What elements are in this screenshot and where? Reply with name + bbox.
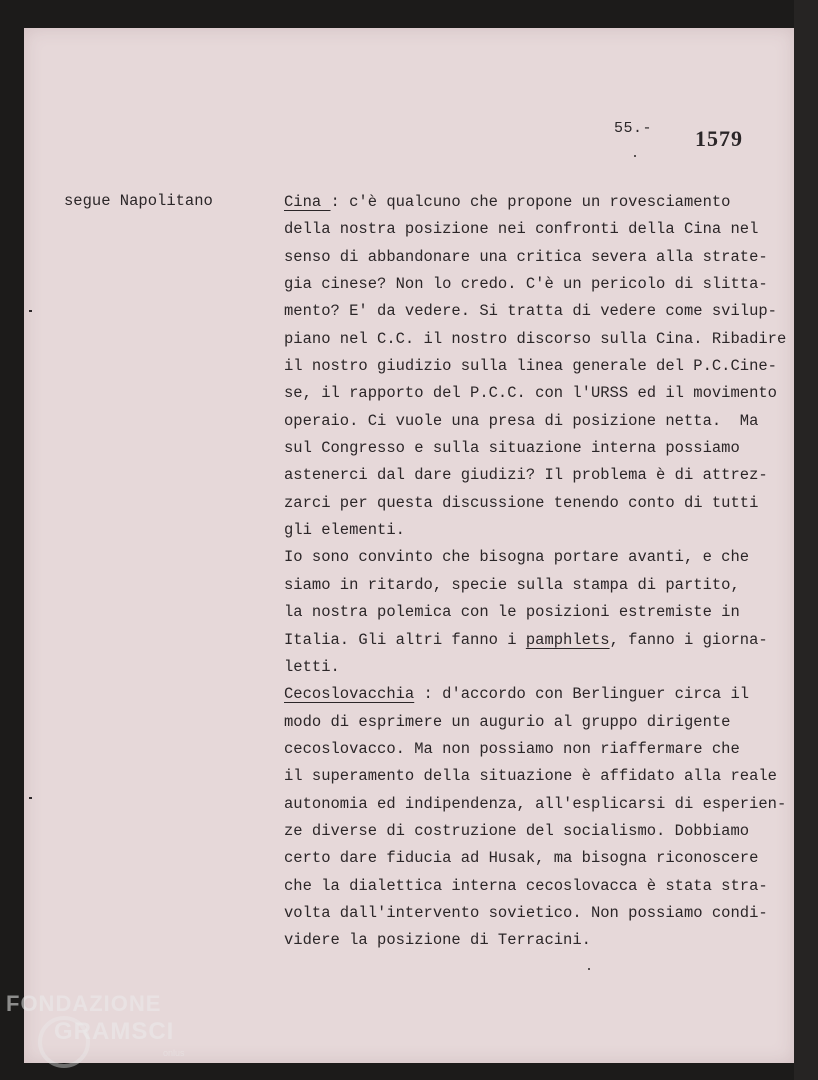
text-line — [284, 599, 794, 626]
document-number: 1579 — [695, 126, 743, 151]
text-line — [284, 544, 794, 571]
watermark-line-1: FONDAZIONE — [6, 991, 162, 1016]
text-segment: , fanno i giorna- — [609, 630, 768, 649]
text-line — [284, 736, 794, 763]
underlined-text: pamphlets — [525, 630, 610, 649]
text-line — [284, 353, 794, 380]
text-segment: operaio. Ci vuole una presa di posizione netta. Ma — [284, 411, 759, 430]
text-line — [284, 271, 794, 298]
text-segment: senso di abbandonare una critica severa alla strate- — [284, 247, 768, 266]
text-line — [284, 298, 794, 325]
text-segment: siamo in ritardo, specie sulla stampa di partito, — [284, 575, 740, 594]
ink-dot — [634, 155, 636, 157]
text-segment: mento? E' da vedere. Si tratta di vedere come svilup- — [284, 302, 777, 321]
text-line — [284, 490, 794, 517]
text-segment: Italia. Gli altri fanno i — [284, 630, 526, 649]
text-line — [284, 709, 794, 736]
text-line — [284, 517, 794, 544]
text-line — [284, 326, 794, 353]
margin-mark — [29, 310, 32, 312]
typed-text-body — [284, 189, 794, 955]
text-segment: gli elementi. — [284, 521, 405, 540]
text-segment: modo di esprimere un augurio al gruppo dirigente — [284, 712, 731, 731]
text-line — [284, 627, 794, 654]
text-line — [284, 818, 794, 845]
text-line — [284, 900, 794, 927]
watermark — [6, 990, 174, 1046]
text-segment: della nostra posizione nei confronti della Cina nel — [284, 220, 759, 239]
text-line — [284, 845, 794, 872]
watermark-sub: onlus — [163, 1048, 185, 1058]
text-line — [284, 189, 794, 216]
underlined-text: Cina — [284, 193, 331, 211]
text-segment: zarci per questa discussione tenendo conto di tutti — [284, 493, 759, 512]
text-segment: ze diverse di costruzione del socialismo. Dobbiamo — [284, 821, 750, 840]
text-line — [284, 873, 794, 900]
text-segment: Io sono convinto che bisogna portare avanti, e che — [284, 548, 750, 567]
text-segment: cecoslovacco. Ma non possiamo non riaffermare che — [284, 739, 740, 758]
text-line — [284, 408, 794, 435]
text-line — [284, 462, 794, 489]
text-line — [284, 791, 794, 818]
speaker-label: segue Napolitano — [64, 192, 213, 210]
text-line — [284, 435, 794, 462]
underlined-text: Cecoslovacchia — [284, 685, 415, 704]
text-line — [284, 572, 794, 599]
scan-edge — [794, 0, 818, 1080]
text-segment: che la dialettica interna cecoslovacca è stata stra- — [284, 876, 768, 895]
text-line — [284, 216, 794, 243]
text-line — [284, 380, 794, 407]
page-number: 55.- — [614, 120, 653, 137]
ink-dot — [588, 968, 590, 970]
text-line — [284, 681, 794, 708]
text-segment: la nostra polemica con le posizioni estremiste in — [284, 603, 740, 622]
text-segment: : d'accordo con Berlinguer circa il — [414, 685, 750, 704]
text-segment: astenerci dal dare giudizi? Il problema è di attrez- — [284, 466, 768, 485]
text-line — [284, 654, 794, 681]
watermark-line-2: GRAMSCI — [54, 1018, 175, 1045]
text-segment: il nostro giudizio sulla linea generale del P.C.Cine- — [284, 357, 777, 376]
text-line — [284, 244, 794, 271]
text-segment: autonomia ed indipendenza, all'esplicarsi di esperien- — [284, 794, 787, 813]
text-segment: : c'è qualcuno che propone un rovesciamento — [330, 193, 731, 211]
text-segment: volta dall'intervento sovietico. Non possiamo condi- — [284, 903, 768, 922]
text-segment: se, il rapporto del P.C.C. con l'URSS ed il movimento — [284, 384, 777, 403]
margin-mark — [29, 797, 32, 799]
text-segment: letti. — [284, 657, 340, 676]
text-line — [284, 927, 794, 954]
text-segment: piano nel C.C. il nostro discorso sulla Cina. Ribadire — [284, 329, 787, 348]
text-line — [284, 763, 794, 790]
text-segment: videre la posizione di Terracini. — [284, 931, 591, 950]
text-segment: il superamento della situazione è affidato alla reale — [284, 767, 777, 786]
text-segment: sul Congresso e sulla situazione interna possiamo — [284, 439, 740, 458]
text-segment: gia cinese? Non lo credo. C'è un pericolo di slitta- — [284, 275, 768, 294]
text-segment: certo dare fiducia ad Husak, ma bisogna riconoscere — [284, 849, 759, 868]
